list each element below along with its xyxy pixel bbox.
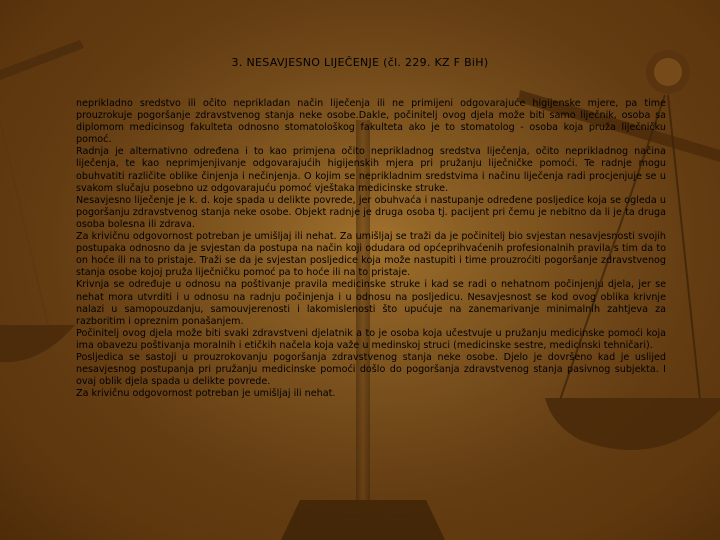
paragraph-nesavjesno: Nesavjesno liječenje je k. d. koje spada u delikte povrede, jer obuhvaća i nastupanje određene posljedice koja se ogleda u pogoršanju zdravstvenog stanja neke osobe. Objekt radnje je druga osoba tj. pacijent pri čemu je nebitno da li je ta druga osoba bolesna ili zdrava. bbox=[76, 194, 666, 230]
paragraph-odgovornost: Za krivičnu odgovornost potreban je umišljaj ili nehat. bbox=[76, 388, 336, 400]
paragraph-krivnja: Krivnja se određuje u odnosu na poštivanje pravila medicinske struke i kad se radi o nehatnom počinjenju djela, jer se nehat mora utvrditi i u odnosu na radnju počinjenja i u odnosu na posljedicu. Nesavjesnost se kod ovog oblika krivnje nalazi u samopouzdanju, samouvjerenosti i lakomislenosti što upućuje na zanemarivanje minimalnih zahtjeva za razboritim i opreznim ponašanjem. bbox=[76, 279, 666, 327]
paragraph-intro: neprikladno sredstvo ili očito neprikladan način liječenja ili ne primijeni odgovarajuće higijenske mjere, pa time prouzrokuje pogoršanje zdravstvenog stanja neke osobe.Dakle, počinitelj ovog djela može biti samo liječnik, osoba sa diplomom medicinsog fakulteta odnosno stomatološkog fakulteta ako je to stomatolog - osoba koja pruža liječničku pomoć. bbox=[76, 98, 666, 146]
slide-body bbox=[76, 98, 666, 400]
paragraph-umisljaj: Za krivičnu odgovornost potreban je umišljaj ili nehat. Za umišljaj se traži da je počinitelj bio svjestan nesavjesnosti svojih postupaka odnosno da je svjestan da postupa na način koji odudara od općeprihvaćenih profesionalnih pravila s tim da to on hoće ili na to pristaje. Traži se da je svjestan posljedice koja može nastupiti i time prouzroćiti pogoršanje zdravstvenog stanja osobe kojoj pruža liječničku pomoć pa to hoće ili na to pristaje. bbox=[76, 231, 666, 279]
slide-title: 3. NESAVJESNO LIJEČENJE (čl. 229. KZ F BiH) bbox=[231, 56, 489, 69]
paragraph-radnja: Radnja je alternativno određena i to kao primjena očito neprikladnog sredstva liječenja, očito neprikladnog načina liječenja, te kao neprimjenjivanje odgovarajućih higijenskih mjera pri pružanju liječničke pomoći. Te radnje mogu obuhvatiti različite oblike činjenja i nečinjenja. O kojim se neprikladnim sredstvima i načinu liječenja radi procjenjuje se u svakom slučaju posebno uz odgovarajuću pomoć vještaka medicinske struke. bbox=[76, 146, 666, 194]
paragraph-posljedica: Posljedica se sastoji u prouzrokovanju pogoršanja zdravstvenog stanja neke osobe. Djelo je dovršeno kad je uslijed nesavjesnog postupanja pri pružanju medicinske pomoći došlo do pogoršanja zdravstvenog stanja pasivnog subjekta. I ovaj oblik djela spada u delikte povrede. bbox=[76, 351, 666, 388]
paragraph-pocinitelj: Počinitelj ovog djela može biti svaki zdravstveni djelatnik a to je osoba koja učestvuje u pružanju medicinske pomoći koja ima obavezu poštivanja moralnih i etičkih načela koja važe u medinskoj struci (medicinske sestre, medicinski tehničari). bbox=[76, 327, 666, 351]
